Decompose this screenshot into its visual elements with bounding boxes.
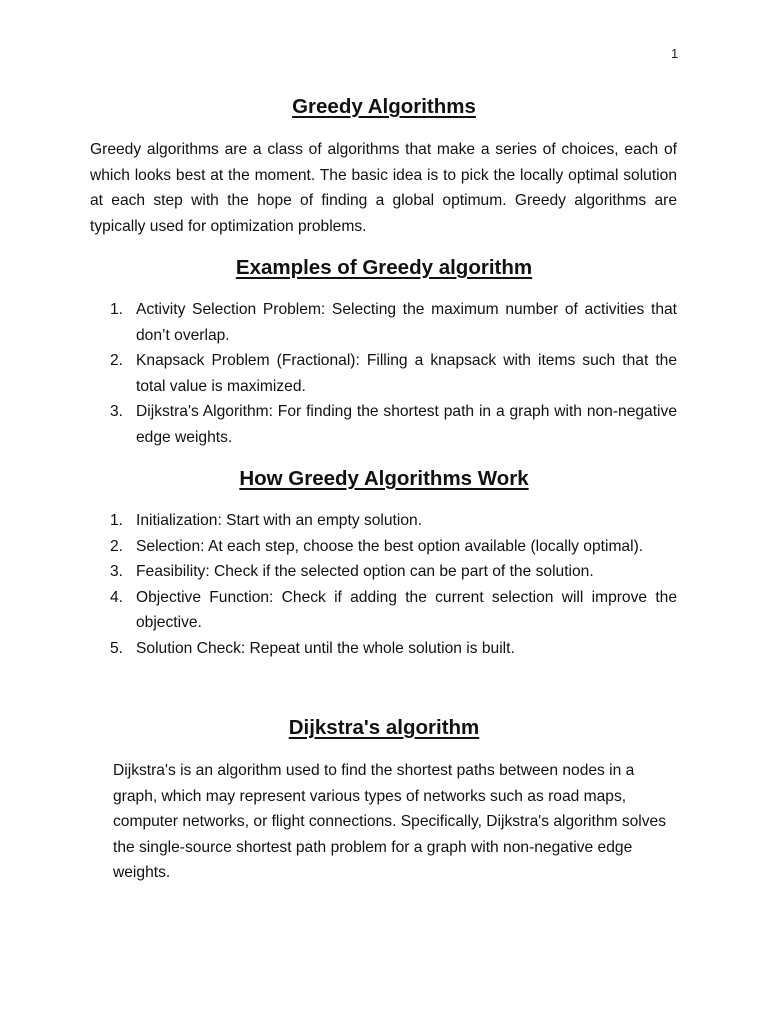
examples-list xyxy=(90,297,677,450)
list-number: 1. xyxy=(110,301,124,318)
list-number: 2. xyxy=(110,352,124,369)
intro-paragraph: Greedy algorithms are a class of algorithms that make a series of choices, each of which looks best at the moment. The basic idea is to pick the locally optimal solution at each step with the hope of finding a global optimum. Greedy algorithms are typically used for optimization problems. xyxy=(90,141,677,235)
page-number: 1 xyxy=(671,46,679,61)
list-number: 3. xyxy=(110,403,124,420)
list-item xyxy=(90,534,677,560)
list-item xyxy=(90,399,677,450)
list-text: Feasibility: Check if the selected option can be part of the solution. xyxy=(136,563,594,580)
list-text: Knapsack Problem (Fractional): Filling a knapsack with items such that the total value is maximized. xyxy=(136,352,677,395)
steps-list xyxy=(90,508,677,661)
list-item xyxy=(90,348,677,399)
list-number: 2. xyxy=(110,537,124,555)
dijkstra-paragraph: Dijkstra's is an algorithm used to find the shortest paths between nodes in a graph, which may represent various types of networks such as road maps, computer networks, or flight connections. Specifically, Dijkstra's algorithm solves the single-source shortest path problem for a graph with non-negative edge weights. xyxy=(113,762,667,881)
heading-dijkstra: Dijkstra's algorithm xyxy=(288,716,480,739)
list-text: Objective Function: Check if adding the current selection will improve the objective. xyxy=(136,588,677,631)
list-text: Solution Check: Repeat until the whole solution is built. xyxy=(136,639,515,657)
list-text: Initialization: Start with an empty solution. xyxy=(136,512,423,529)
list-text: Selection: At each step, choose the best option available (locally optimal). xyxy=(136,537,644,555)
list-item xyxy=(90,508,677,534)
list-number: 3. xyxy=(110,563,124,580)
heading-how-it-works: How Greedy Algorithms Work xyxy=(239,467,529,490)
list-number: 4. xyxy=(110,588,124,606)
list-text: Dijkstra's Algorithm: For finding the shortest path in a graph with non-negative edge weights. xyxy=(136,403,677,446)
list-item xyxy=(90,297,677,348)
list-item xyxy=(90,585,677,636)
heading-examples: Examples of Greedy algorithm xyxy=(235,256,533,279)
heading-greedy-algorithms: Greedy Algorithms xyxy=(292,95,476,118)
list-text: Activity Selection Problem: Selecting the maximum number of activities that don’t overlap. xyxy=(136,301,677,344)
list-item xyxy=(90,559,677,585)
list-item xyxy=(90,636,677,662)
list-number: 1. xyxy=(110,512,124,529)
list-number: 5. xyxy=(110,639,124,657)
